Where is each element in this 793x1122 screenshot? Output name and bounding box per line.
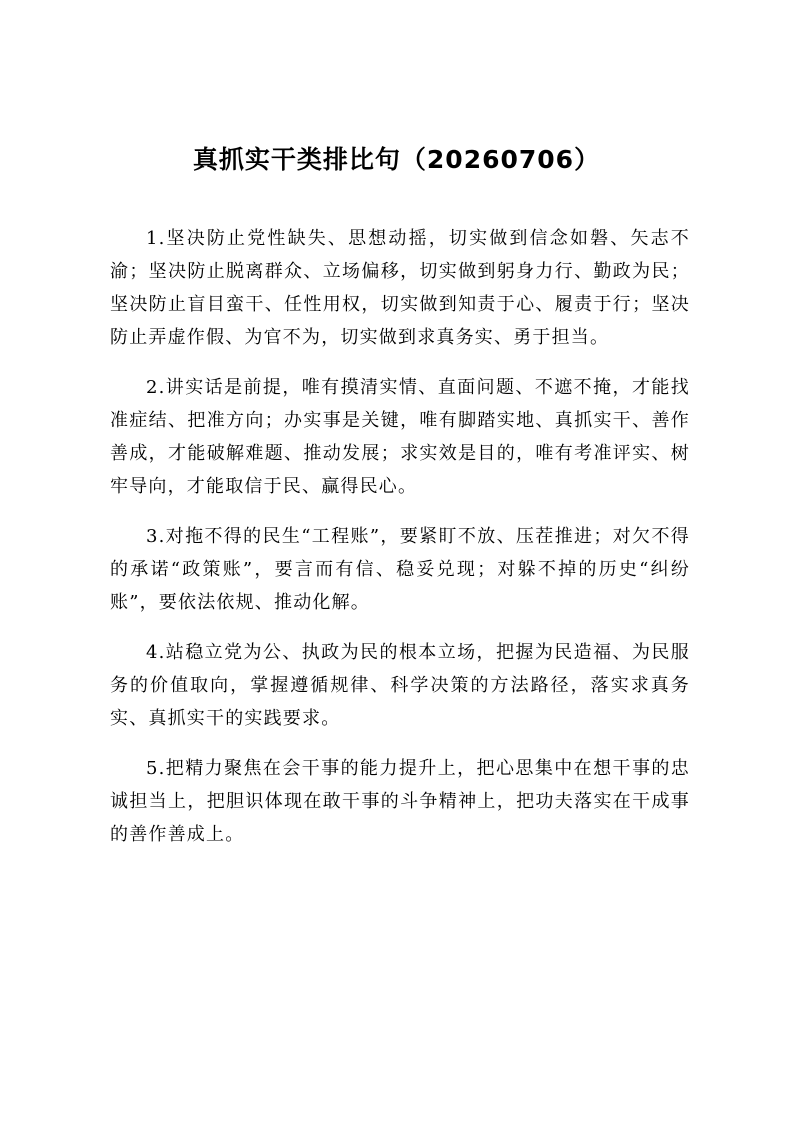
document-title: 真抓实干类排比句（20260706）: [192, 145, 601, 174]
document-body: [110, 222, 690, 868]
paragraph-1: 1.坚决防止党性缺失、思想动摇，切实做到信念如磐、矢志不渝；坚决防止脱离群众、立场偏移，切实做到躬身力行、勤政为民；坚决防止盲目蛮干、任性用权，切实做到知责于心、履责于行；坚决防止弄虚作假、为官不为，切实做到求真务实、勇于担当。: [110, 228, 690, 348]
paragraph-5: 5.把精力聚焦在会干事的能力提升上，把心思集中在想干事的忠诚担当上，把胆识体现在敢干事的斗争精神上，把功夫落实在干成事的善作善成上。: [110, 758, 690, 845]
paragraph-4: 4.站稳立党为公、执政为民的根本立场，把握为民造福、为民服务的价值取向，掌握遵循规律、科学决策的方法路径，落实求真务实、真抓实干的实践要求。: [110, 642, 690, 729]
paragraph-2: 2.讲实话是前提，唯有摸清实情、直面问题、不遮不掩，才能找准症结、把准方向；办实事是关键，唯有脚踏实地、真抓实干、善作善成，才能破解难题、推动发展；求实效是目的，唯有考准评实、树牢导向，才能取信于民、赢得民心。: [110, 377, 690, 497]
paragraph-3: 3.对拖不得的民生“工程账”，要紧盯不放、压茬推进；对欠不得的承诺“政策账”，要言而有信、稳妥兑现；对躲不掉的历史“纠纷账”，要依法依规、推动化解。: [110, 526, 690, 613]
